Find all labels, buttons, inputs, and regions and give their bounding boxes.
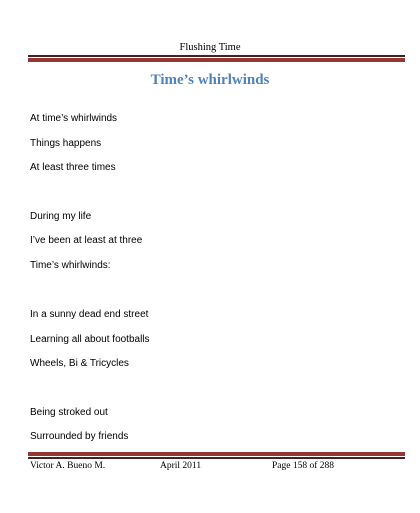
poem-line: In a sunny dead end street [30, 309, 149, 320]
poem-line: Surrounded by friends [30, 431, 129, 442]
header-rule-thin [28, 55, 405, 57]
footer-rule-thin [28, 457, 405, 459]
footer-author: Victor A. Bueno M. [30, 461, 106, 471]
poem-line: Learning all about footballs [30, 334, 150, 345]
footer-date: April 2011 [160, 461, 202, 471]
running-header-title: Flushing Time [179, 42, 241, 53]
poem-line: At time’s whirlwinds [30, 113, 118, 124]
header-rule-thick [28, 58, 405, 62]
footer-page-number: Page 158 of 288 [272, 461, 335, 471]
poem-title: Time’s whirlwinds [150, 72, 270, 88]
poem-line: Things happens [30, 138, 102, 149]
footer-rule-thick [28, 452, 405, 456]
poem-line: Wheels, Bi & Tricycles [30, 358, 129, 369]
poem-line: At least three times [30, 162, 116, 173]
poem-line: Being stroked out [30, 407, 108, 418]
poem-line: Time’s whirlwinds: [30, 260, 111, 271]
poem-line: During my life [30, 211, 92, 222]
poem-line: I’ve been at least at three [30, 235, 143, 246]
